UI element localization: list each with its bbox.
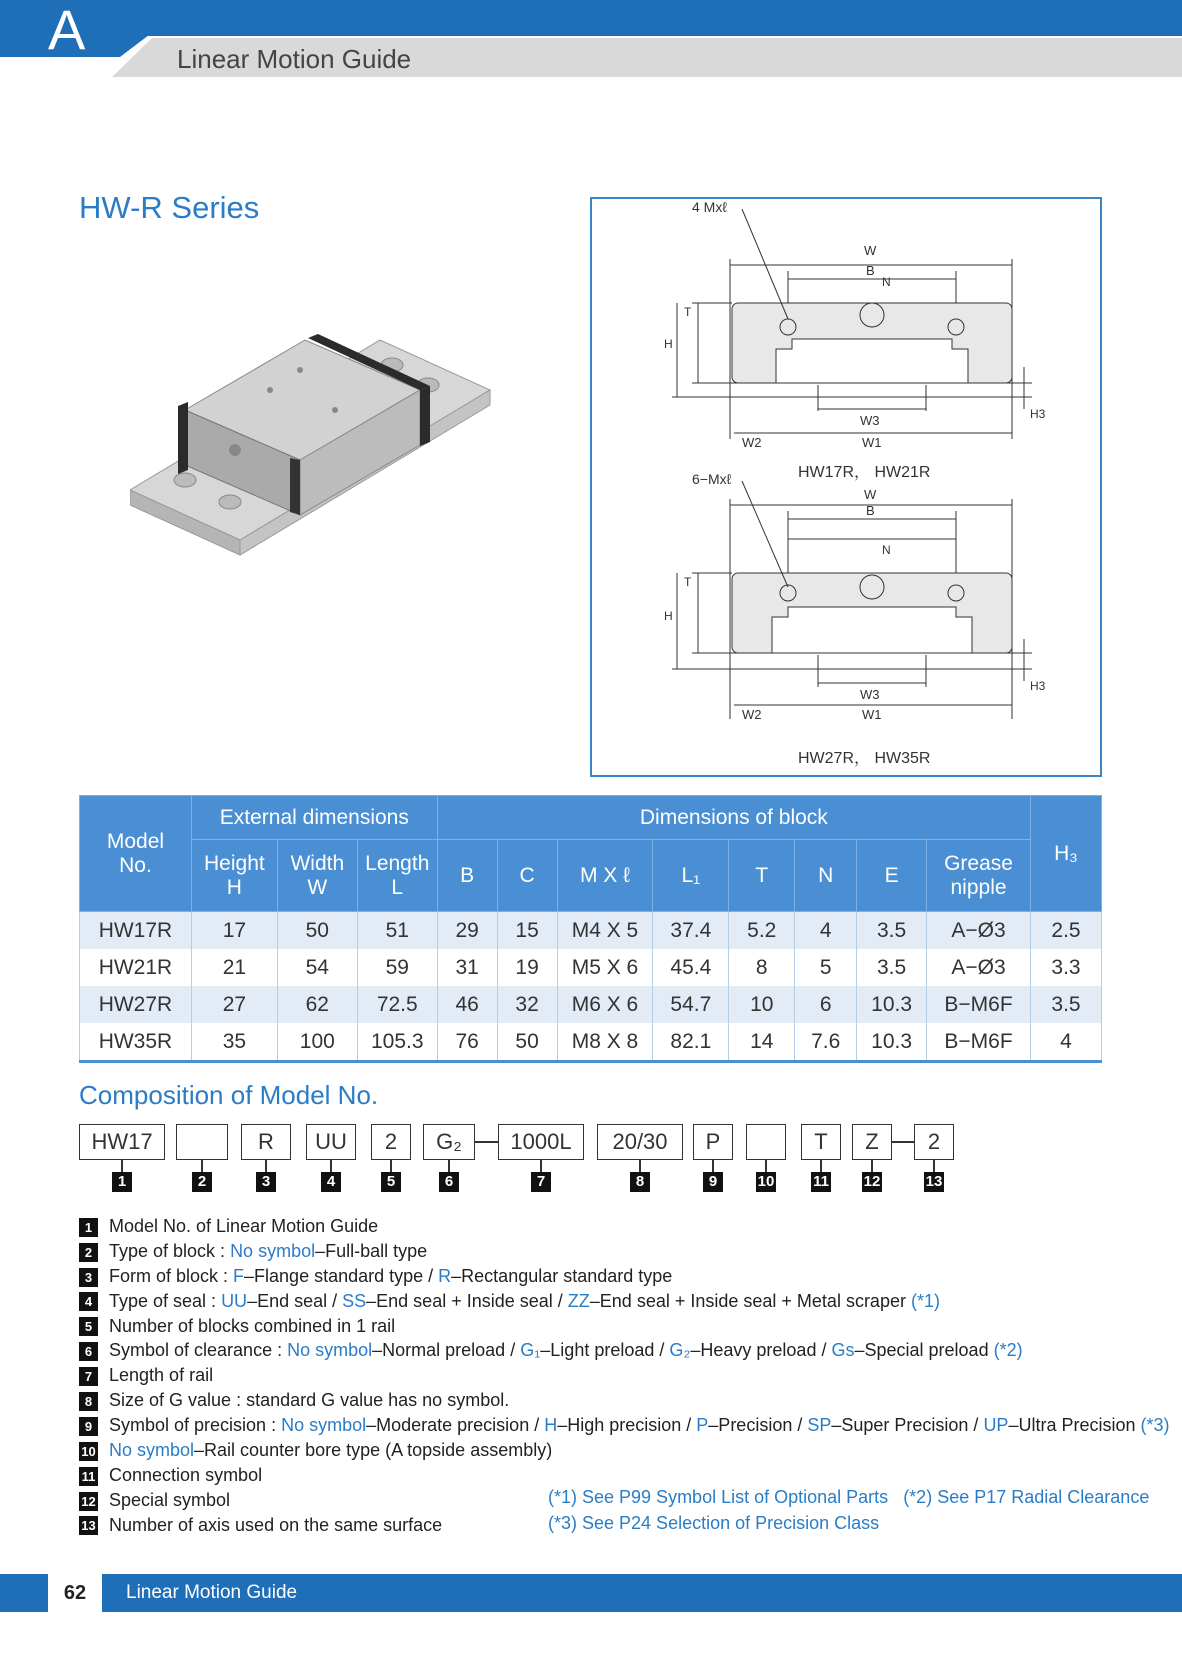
note-2: (*2) See P17 Radial Clearance [903, 1487, 1150, 1507]
diagram-drawing [592, 199, 1100, 775]
composition-badge-3: 3 [256, 1172, 276, 1192]
legend-text: –Moderate precision / [366, 1415, 545, 1436]
header-bar [0, 0, 1182, 36]
composition-badge-10: 10 [757, 1173, 775, 1190]
legend-text: Number of axis used on the same surface [109, 1514, 443, 1535]
composition-badge-11: 11 [811, 1172, 831, 1192]
label-w1-top: W1 [862, 435, 882, 450]
composition-connector [540, 1160, 542, 1172]
legend-text: G₂ [669, 1340, 691, 1361]
label-mxl-top: 4 Mxℓ [692, 199, 727, 215]
label-h-top: H [664, 337, 673, 351]
legend-text: No symbol [230, 1240, 316, 1261]
legend-text: R [438, 1265, 452, 1286]
composition-dash [475, 1141, 498, 1143]
legend-text: SP [807, 1415, 832, 1436]
page-title: Linear Motion Guide [177, 44, 412, 74]
label-w2-bottom: W2 [742, 707, 762, 722]
legend-text: Number of blocks combined in 1 rail [109, 1315, 396, 1336]
legend-text: –End seal + Inside seal / [366, 1290, 568, 1311]
label-w2-top: W2 [742, 435, 762, 450]
dimension-diagram [590, 197, 1102, 777]
legend-text: Length of rail [109, 1365, 214, 1386]
header-t: T [729, 840, 795, 912]
label-w-bottom: W [864, 487, 877, 502]
composition-badge-4: 4 [321, 1172, 341, 1192]
spec-table [79, 795, 1102, 1063]
label-n-top: N [882, 275, 891, 289]
composition-box-12: Z [852, 1124, 892, 1160]
composition-connector [390, 1160, 392, 1172]
legend-number: 7 [79, 1367, 98, 1386]
legend-number: 5 [79, 1317, 98, 1336]
legend-number: 12 [79, 1492, 98, 1511]
legend-text: –End seal + Inside seal + Metal scraper [589, 1290, 911, 1311]
legend-item-7 [79, 1363, 1170, 1388]
header-h3: H₃ [1030, 796, 1101, 912]
composition-box-2 [176, 1124, 228, 1160]
legend-text: –Full-ball type [315, 1240, 428, 1261]
composition-badge-5: 5 [381, 1172, 401, 1192]
label-mxl-bottom: 6−Mxℓ [692, 471, 732, 487]
composition-box-6: G₂ [423, 1124, 475, 1160]
legend-item-9 [79, 1413, 1170, 1438]
legend-number: 4 [79, 1292, 98, 1311]
composition-badge-13: 13 [925, 1173, 943, 1190]
legend-text: (*3) [1140, 1415, 1170, 1436]
legend-item-2 [79, 1239, 1170, 1264]
legend-text: –Flange standard type / [244, 1265, 439, 1286]
legend-text: Size of G value : standard G value has no symbol. [109, 1390, 510, 1411]
composition-badge-9: 9 [703, 1172, 723, 1192]
composition-box-11: T [801, 1124, 841, 1160]
legend-text: No symbol [109, 1440, 195, 1461]
note-3: (*3) See P24 Selection of Precision Class [548, 1513, 880, 1533]
legend-number: 9 [79, 1417, 98, 1436]
label-h3-bottom: H3 [1030, 679, 1046, 693]
legend-item-3 [79, 1264, 1170, 1289]
composition-badge-1: 1 [112, 1172, 132, 1192]
legend-item-10 [79, 1438, 1170, 1463]
legend-text: No symbol [281, 1415, 367, 1436]
legend-item-5 [79, 1314, 1170, 1339]
composition-box-9: P [693, 1124, 733, 1160]
table-row: HW27R 27 62 72.5 46 32 M6 X 6 54.7 10 6 10.3 B−M6F 3.5 [80, 986, 1102, 1023]
composition-connector [933, 1160, 935, 1172]
legend-text: –Rectangular standard type [451, 1265, 673, 1286]
label-w-top: W [864, 243, 877, 258]
legend-text: Form of block : [109, 1265, 234, 1286]
header-width: Width W [277, 840, 357, 912]
composition-box-5: 2 [371, 1124, 411, 1160]
note-line-1 [548, 1487, 1149, 1508]
header-c: C [497, 840, 557, 912]
label-b-top: B [866, 263, 875, 278]
header-e: E [857, 840, 927, 912]
legend-text: Model No. of Linear Motion Guide [109, 1216, 379, 1236]
legend-text: –Ultra Precision [1008, 1415, 1141, 1436]
label-t-bottom: T [684, 575, 692, 589]
legend-text: –Normal preload / [372, 1340, 521, 1361]
composition-dash [892, 1141, 914, 1143]
product-illustration [130, 330, 520, 590]
composition-connector [639, 1160, 641, 1172]
composition-connector [820, 1160, 822, 1172]
label-b-bottom: B [866, 503, 875, 518]
composition-connector [330, 1160, 332, 1172]
composition-box-8: 20/30 [597, 1124, 683, 1160]
composition-connector [871, 1160, 873, 1172]
legend-item-4 [79, 1289, 1170, 1314]
header-length: Length L [357, 840, 437, 912]
legend-text: ZZ [567, 1290, 590, 1311]
legend-text: –Heavy preload / [690, 1340, 832, 1361]
legend-number: 8 [79, 1392, 98, 1411]
table-row: HW17R 17 50 51 29 15 M4 X 5 37.4 5.2 4 3.5 A−Ø3 2.5 [80, 912, 1102, 950]
legend-text: –High precision / [557, 1415, 697, 1436]
legend-number: 13 [79, 1516, 98, 1535]
legend-text: Type of seal : [109, 1290, 222, 1311]
header-height: Height H [191, 840, 277, 912]
composition-box-3: R [241, 1124, 291, 1160]
legend-text: Special symbol [109, 1489, 231, 1510]
label-h-bottom: H [664, 609, 673, 623]
section-letter: A [48, 0, 86, 61]
legend-number: 2 [79, 1243, 98, 1262]
legend-text: –Rail counter bore type (A topside assembly) [194, 1440, 553, 1461]
composition-box-10 [746, 1124, 786, 1160]
table-row: HW21R 21 54 59 31 19 M5 X 6 45.4 8 5 3.5 A−Ø3 3.3 [80, 949, 1102, 986]
composition-connector [121, 1160, 123, 1172]
legend-number: 10 [79, 1442, 98, 1461]
legend-text: F [233, 1265, 245, 1286]
legend-text: P [696, 1415, 709, 1436]
legend-text: –Special preload [854, 1340, 994, 1361]
header-b: B [437, 840, 497, 912]
header-l1: L₁ [653, 840, 729, 912]
legend-text: H [544, 1415, 558, 1436]
legend-text: SS [342, 1290, 367, 1311]
legend-text: Connection symbol [109, 1464, 263, 1485]
legend-text: UP [983, 1415, 1009, 1436]
legend-text: Gs [831, 1340, 855, 1361]
header-grease: Grease nipple [927, 840, 1031, 912]
composition-connector [201, 1160, 203, 1172]
header-model: Model No. [80, 796, 192, 912]
legend-text: Symbol of precision : [109, 1415, 282, 1436]
composition-title: Composition of Model No. [79, 1080, 379, 1110]
composition-connector [712, 1160, 714, 1172]
composition-box-13: 2 [914, 1124, 954, 1160]
composition-badge-6: 6 [439, 1172, 459, 1192]
composition-badge-2: 2 [192, 1172, 212, 1192]
label-w3-bottom: W3 [860, 687, 880, 702]
legend-text: Type of block : [109, 1240, 231, 1261]
composition-badge-8: 8 [630, 1172, 650, 1192]
legend-text: No symbol [287, 1340, 373, 1361]
caption-top: HW17R， HW21R [798, 464, 931, 481]
composition-box-4: UU [306, 1124, 356, 1160]
legend-number: 11 [79, 1467, 98, 1486]
header-external: External dimensions [191, 796, 437, 840]
legend-number: 6 [79, 1342, 98, 1361]
composition-connector [448, 1160, 450, 1172]
composition-box-1: HW17 [79, 1124, 165, 1160]
label-n-bottom: N [882, 543, 891, 557]
legend-text: (*1) [910, 1290, 940, 1311]
legend-text: G₁ [520, 1340, 541, 1361]
label-h3-top: H3 [1030, 407, 1046, 421]
legend-item-1 [79, 1214, 1170, 1239]
header-mxl: M X ℓ [557, 840, 653, 912]
table-row: HW35R 35 100 105.3 76 50 M8 X 8 82.1 14 7.6 10.3 B−M6F 4 [80, 1023, 1102, 1062]
composition-badge-12: 12 [863, 1173, 881, 1190]
label-w3-top: W3 [860, 413, 880, 428]
page-number: 62 [48, 1574, 102, 1612]
legend-text: –Precision / [708, 1415, 808, 1436]
composition-connector [265, 1160, 267, 1172]
legend-text: Symbol of clearance : [109, 1340, 288, 1361]
legend-text: –End seal / [247, 1290, 343, 1311]
legend-item-8 [79, 1388, 1170, 1413]
label-w1-bottom: W1 [862, 707, 882, 722]
legend-number: 3 [79, 1268, 98, 1287]
label-t-top: T [684, 305, 692, 319]
series-title: HW-R Series [79, 190, 260, 225]
composition-box-7: 1000L [498, 1124, 584, 1160]
header-n: N [795, 840, 857, 912]
footer-title: Linear Motion Guide [126, 1582, 298, 1603]
legend-text: (*2) [993, 1340, 1023, 1361]
composition-connector [765, 1160, 767, 1172]
composition-badge-7: 7 [531, 1172, 551, 1192]
legend-text: –Super Precision / [831, 1415, 984, 1436]
caption-bottom: HW27R， HW35R [798, 750, 931, 767]
note-1: (*1) See P99 Symbol List of Optional Parts [548, 1487, 889, 1507]
header-block: Dimensions of block [437, 796, 1030, 840]
legend-item-6 [79, 1338, 1170, 1363]
legend-item-11 [79, 1463, 1170, 1488]
legend-text: UU [221, 1290, 248, 1311]
legend-text: –Light preload / [540, 1340, 670, 1361]
legend-number: 1 [79, 1218, 98, 1237]
